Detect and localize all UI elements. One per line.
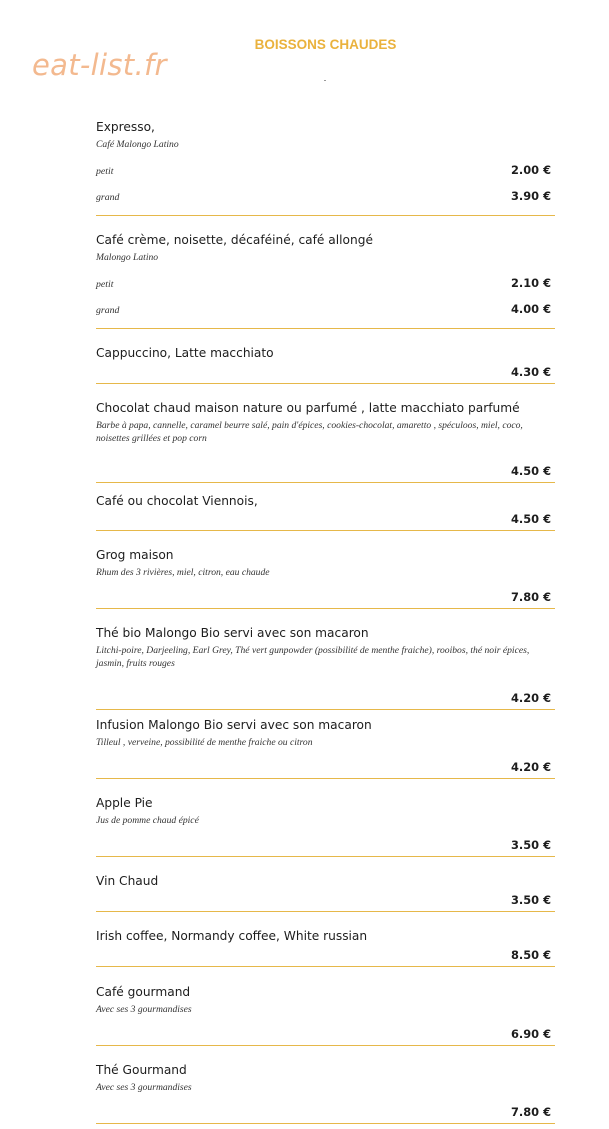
size-row bbox=[96, 183, 555, 209]
item-name: Café ou chocolat Viennois, bbox=[96, 494, 258, 508]
item-name: Infusion Malongo Bio servi avec son macaron bbox=[96, 718, 372, 732]
item-price: 3.50 € bbox=[511, 893, 551, 907]
item-description: Rhum des 3 rivières, miel, citron, eau chaude bbox=[96, 567, 270, 578]
size-label: petit bbox=[96, 165, 114, 177]
watermark: eat-list.fr bbox=[32, 48, 167, 82]
item-price: 4.30 € bbox=[511, 365, 551, 379]
menu-item bbox=[96, 794, 555, 857]
size-label: grand bbox=[96, 304, 120, 316]
size-label: petit bbox=[96, 278, 114, 290]
item-description: Tilleul , verveine, possibilité de menthe fraiche ou citron bbox=[96, 737, 313, 748]
item-name: Thé bio Malongo Bio servi avec son macaron bbox=[96, 626, 369, 640]
item-price: 3.50 € bbox=[511, 838, 551, 852]
size-row bbox=[96, 296, 555, 322]
item-price: 4.20 € bbox=[511, 760, 551, 774]
menu-item bbox=[96, 399, 555, 483]
item-name: Chocolat chaud maison nature ou parfumé , latte macchiato parfumé bbox=[96, 401, 520, 415]
item-price: 2.00 € bbox=[511, 162, 551, 177]
divider-dot bbox=[324, 80, 326, 81]
item-price: 4.00 € bbox=[511, 301, 551, 316]
menu-item bbox=[96, 983, 555, 1046]
item-price: 3.90 € bbox=[511, 188, 551, 203]
item-description: Avec ses 3 gourmandises bbox=[96, 1082, 192, 1093]
menu-item bbox=[96, 118, 555, 216]
item-price: 7.80 € bbox=[511, 1105, 551, 1119]
item-description: Avec ses 3 gourmandises bbox=[96, 1004, 192, 1015]
item-name: Expresso, bbox=[96, 120, 155, 134]
menu-item bbox=[96, 872, 555, 912]
menu-item bbox=[96, 492, 555, 531]
menu-title: BOISSONS CHAUDES bbox=[254, 37, 397, 52]
item-name: Grog maison bbox=[96, 548, 174, 562]
item-description: Café Malongo Latino bbox=[96, 139, 179, 150]
item-name: Thé Gourmand bbox=[96, 1063, 187, 1077]
menu-item bbox=[96, 1061, 555, 1124]
menu-item bbox=[96, 716, 555, 779]
item-name: Apple Pie bbox=[96, 796, 153, 810]
menu-item bbox=[96, 624, 555, 710]
item-name: Cappuccino, Latte macchiato bbox=[96, 346, 274, 360]
item-name: Vin Chaud bbox=[96, 874, 159, 888]
item-description: Malongo Latino bbox=[96, 252, 159, 263]
item-description: Barbe à papa, cannelle, caramel beurre salé, pain d'épices, cookies-chocolat, amaretto , spéculoos, miel, coco, noisettes grillées et pop corn bbox=[96, 420, 523, 444]
size-row bbox=[96, 270, 555, 296]
item-description: Litchi-poire, Darjeeling, Earl Grey, Thé vert gunpowder (possibilité de menthe fraiche), rooibos, thé noir épices, jasmin, fruits rouges bbox=[96, 645, 530, 669]
item-name: Irish coffee, Normandy coffee, White russian bbox=[96, 929, 368, 943]
item-price: 4.20 € bbox=[511, 691, 551, 705]
item-name: Café crème, noisette, décaféiné, café allongé bbox=[96, 233, 373, 247]
item-price: 4.50 € bbox=[511, 464, 551, 478]
item-name: Café gourmand bbox=[96, 985, 191, 999]
menu-item bbox=[96, 927, 555, 967]
item-price: 8.50 € bbox=[511, 948, 551, 962]
menu-item bbox=[96, 344, 555, 384]
item-price: 7.80 € bbox=[511, 590, 551, 604]
item-price: 6.90 € bbox=[511, 1027, 551, 1041]
item-description: Jus de pomme chaud épicé bbox=[96, 815, 199, 826]
menu-item bbox=[96, 546, 555, 609]
size-label: grand bbox=[96, 191, 120, 203]
size-row bbox=[96, 157, 555, 183]
menu-item bbox=[96, 231, 555, 329]
item-price: 2.10 € bbox=[511, 275, 551, 290]
item-price: 4.50 € bbox=[511, 512, 551, 526]
